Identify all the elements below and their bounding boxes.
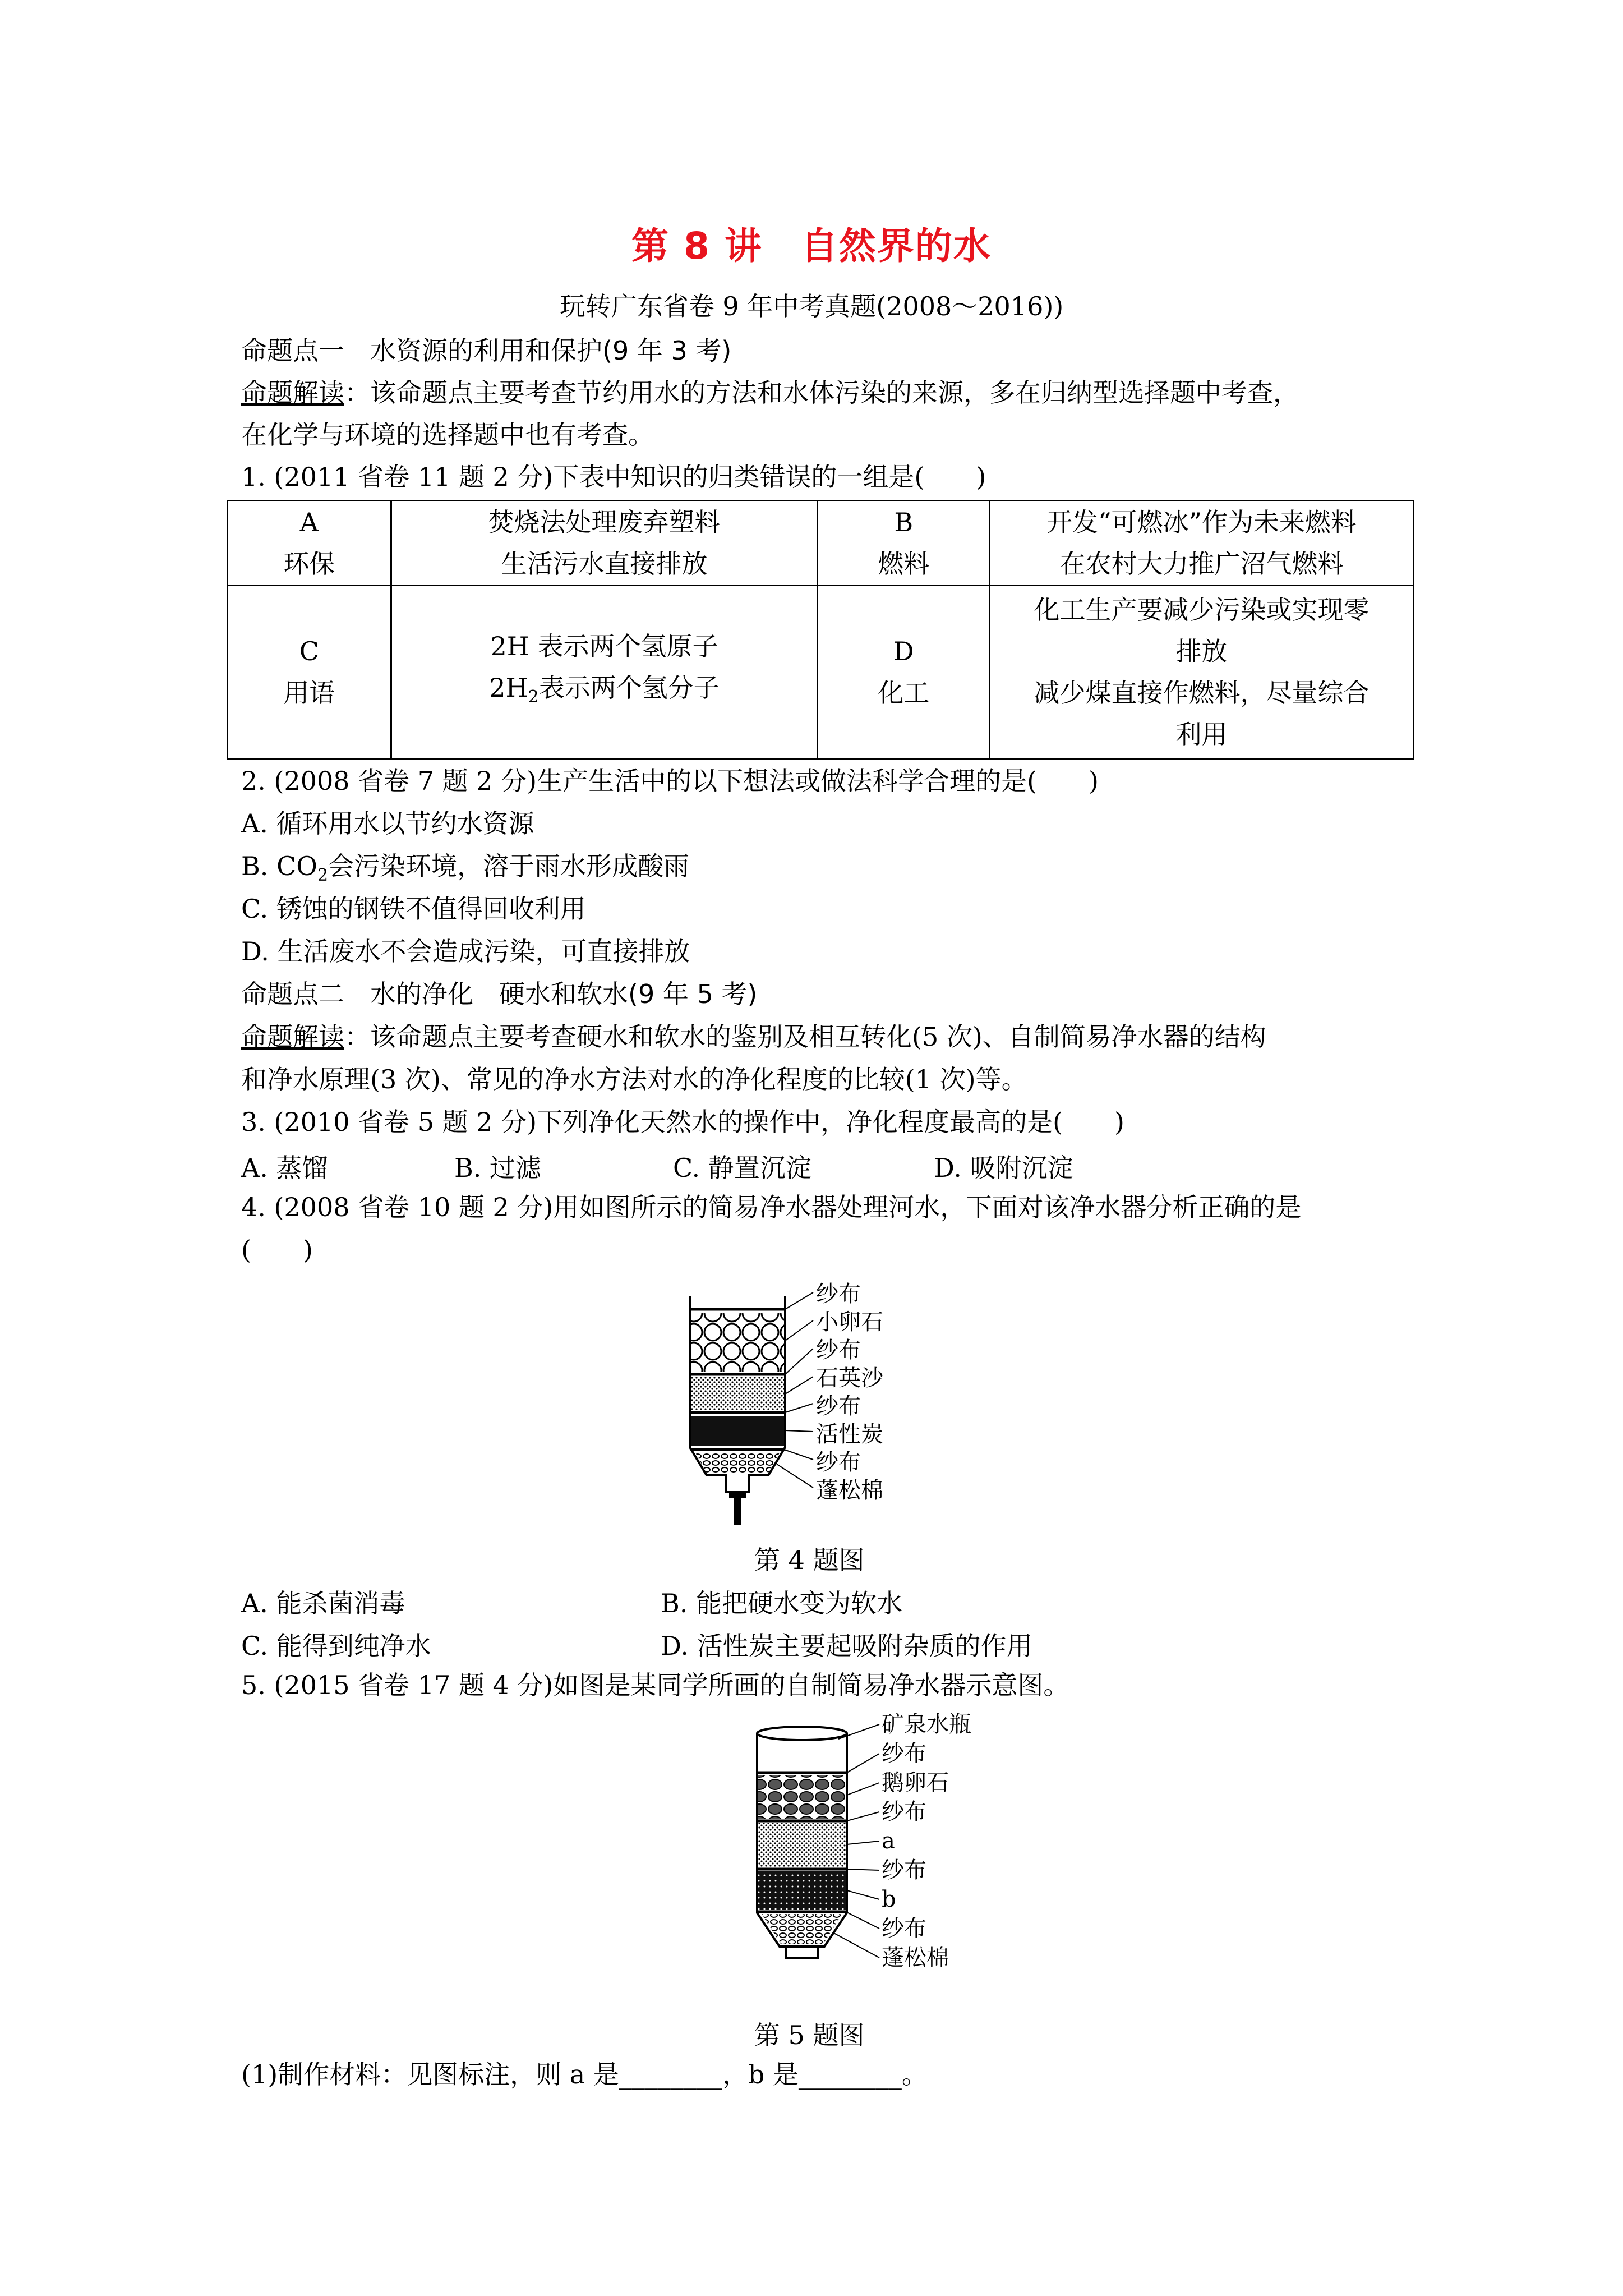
q2-stem: 2. (2008 省卷 7 题 2 分)生产生活中的以下想法或做法科学合理的是( ) — [241, 766, 1099, 796]
q4-figure-purifier — [684, 1281, 942, 1531]
q2-option-a: A. 循环用水以节约水资源 — [241, 808, 534, 839]
q4-stem-line1: 4. (2008 省卷 10 题 2 分)用如图所示的简易净水器处理河水，下面对该净水器分析正确的是 — [241, 1192, 1302, 1222]
table-cell-d-items: 化工生产要减少污染或实现零 排放 减少煤直接作燃料，尽量综合 利用 — [990, 586, 1414, 759]
topic1-reading-line2: 在化学与环境的选择题中也有考查。 — [241, 420, 654, 450]
topic2-reading-label: 命题解读 — [241, 1022, 344, 1052]
table-cell-b-items: 开发“可燃冰”作为未来燃料 在农村大力推广沼气燃料 — [990, 501, 1414, 586]
table-cell-c-label: C 用语 — [228, 586, 391, 759]
q4-option-a: A. 能杀菌消毒 — [241, 1588, 405, 1618]
q3-stem: 3. (2010 省卷 5 题 2 分)下列净化天然水的操作中，净化程度最高的是( ) — [241, 1107, 1125, 1137]
topic1-heading: 命题点一 水资源的利用和保护(9 年 3 考) — [241, 335, 732, 366]
page-subtitle: 玩转广东省卷 9 年中考真题(2008～2016)) — [559, 291, 1064, 321]
page-title: 第 8 讲 自然界的水 — [631, 224, 992, 268]
q5-figure-caption: 第 5 题图 — [754, 2020, 865, 2050]
q5-subquestion-1: (1)制作材料：见图标注，则 a 是________，b 是________。 — [241, 2059, 928, 2090]
q2-option-c: C. 锈蚀的钢铁不值得回收利用 — [241, 894, 586, 924]
q4-option-c: C. 能得到纯净水 — [241, 1631, 431, 1661]
q4-option-d: D. 活性炭主要起吸附杂质的作用 — [661, 1631, 1032, 1661]
q3-option-a: A. 蒸馏 — [241, 1153, 328, 1183]
q4-stem-line2: ( ) — [241, 1235, 313, 1265]
q5-stem: 5. (2015 省卷 17 题 4 分)如图是某同学所画的自制简易净水器示意图。 — [241, 1670, 1069, 1700]
topic2-heading: 命题点二 水的净化 硬水和软水(9 年 5 考) — [241, 979, 758, 1009]
q3-option-c: C. 静置沉淀 — [673, 1153, 811, 1183]
q4-figure-labels: 纱布 小卵石 纱布 石英沙 纱布 活性炭 纱布 蓬松棉 — [816, 1281, 883, 1503]
table-cell-b-label: B 燃料 — [818, 501, 990, 586]
table-cell-d-label: D 化工 — [818, 586, 990, 759]
q4-figure-caption: 第 4 题图 — [754, 1545, 865, 1575]
topic1-reading-line1: 命题解读：该命题点主要考查节约用水的方法和水体污染的来源，多在归纳型选择题中考查， — [241, 378, 1299, 408]
q1-stem: 1. (2011 省卷 11 题 2 分)下表中知识的归类错误的一组是( ) — [241, 462, 986, 492]
topic2-reading-line1: 命题解读：该命题点主要考查硬水和软水的鉴别及相互转化(5 次)、自制简易净水器的结构 — [241, 1022, 1266, 1052]
q5-figure-labels: 矿泉水瓶 纱布 鹅卵石 纱布 a 纱布 b 纱布 蓬松棉 — [882, 1711, 971, 1971]
q2-option-d: D. 生活废水不会造成污染，可直接排放 — [241, 936, 690, 967]
q2-option-b: B. $CO_2$会污染环境，溶于雨水形成酸雨 — [241, 851, 690, 886]
q5-figure-purifier — [751, 1711, 987, 1980]
table-cell-a-items: 焚烧法处理废弃塑料 生活污水直接排放 — [391, 501, 818, 586]
topic2-reading-line2: 和净水原理(3 次)、常见的净水方法对水的净化程度的比较(1 次)等。 — [241, 1064, 1027, 1094]
q4-option-b: B. 能把硬水变为软水 — [661, 1588, 903, 1618]
q3-option-b: B. 过滤 — [454, 1153, 542, 1183]
q1-knowledge-table — [227, 500, 1414, 760]
q3-option-d: D. 吸附沉淀 — [934, 1153, 1073, 1183]
topic1-reading-label: 命题解读 — [241, 378, 344, 408]
table-cell-a-label: A 环保 — [228, 501, 391, 586]
table-cell-c-items: 2H 表示两个氢原子 $2H_2$表示两个氢分子 — [391, 586, 818, 759]
